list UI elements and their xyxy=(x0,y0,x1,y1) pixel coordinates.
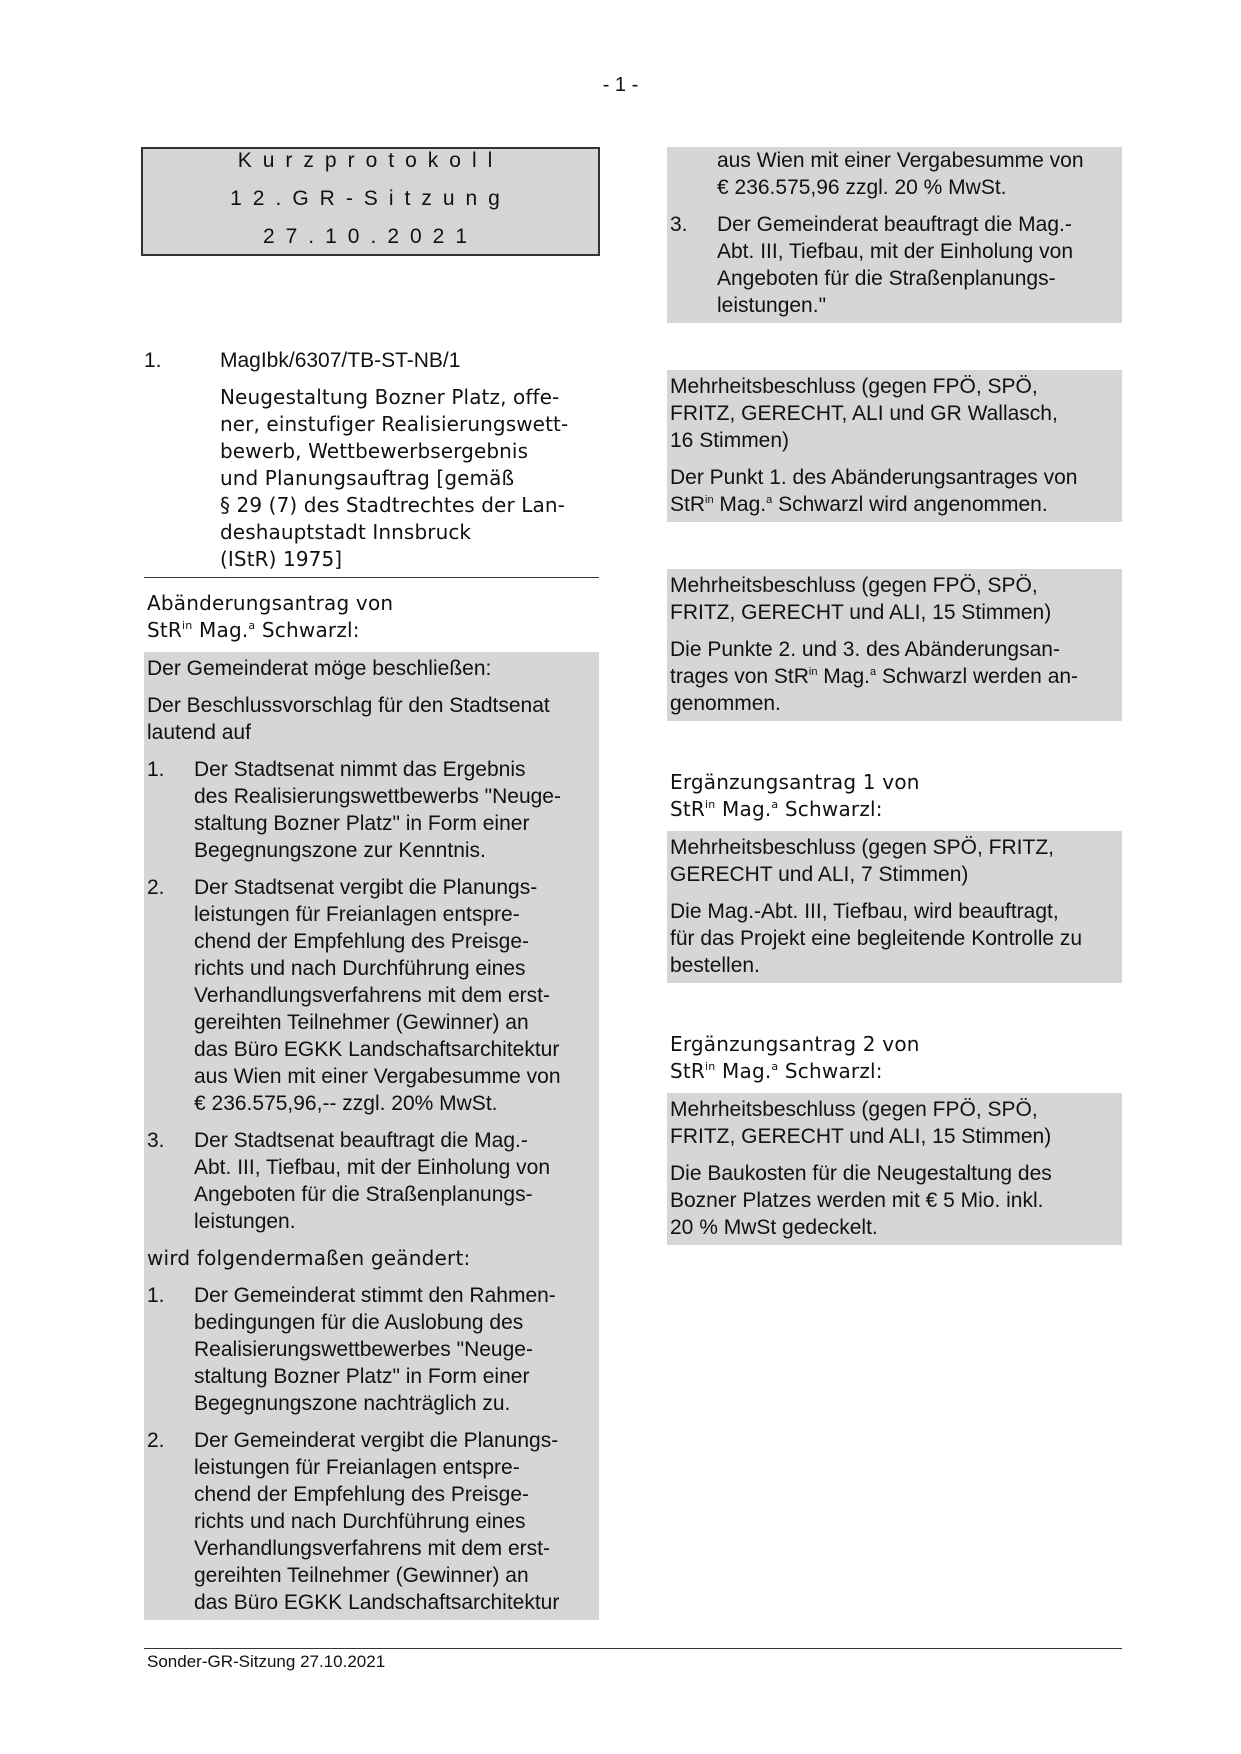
page-number: - 1 - xyxy=(602,74,639,96)
header-date: 27.10.2021 xyxy=(262,225,479,248)
protocol-header-box xyxy=(141,147,600,256)
changed-label: wird folgendermaßen geändert: xyxy=(147,1246,471,1270)
footer-divider xyxy=(144,1648,1122,1649)
left-column xyxy=(144,347,602,1620)
list-item: aus Wien mit einer Vergabesumme von € 236.575,96 zzgl. 20 % MwSt. xyxy=(717,149,1084,199)
header-session: 12.GR-Sitzung xyxy=(230,187,511,210)
resolution-result: Mehrheitsbeschluss (gegen SPÖ, FRITZ, GERECHT und ALI, 7 Stimmen) xyxy=(670,836,1054,886)
amendment-box xyxy=(144,652,599,1620)
resolution-result: Mehrheitsbeschluss (gegen FPÖ, SPÖ, FRITZ, GERECHT und ALI, 15 Stimmen) xyxy=(670,1098,1052,1148)
resolution-text: Die Mag.-Abt. III, Tiefbau, wird beauftragt, für das Projekt eine begleitende Kontrolle zu bestellen. xyxy=(670,900,1083,977)
list-item: 2. Der Stadtsenat vergibt die Planungs- leistungen für Freianlagen entspre- chend der Empfehlung des Preisge- richts und nach Durchführung eines Verhandlungsverfahrens mit dem erst- gereihten Teilnehmer (Gewinner) an das Büro EGKK Landschaftsarchitektur aus Wien mit einer Vergabesumme von € 236.575,96,-- zzgl. 20% MwSt. xyxy=(147,876,561,1115)
list-item: 1. Der Stadtsenat nimmt das Ergebnis des Realisierungswettbewerbs "Neuge- staltung Bozner Platz" in Form einer Begegnungszone zur Kenntnis. xyxy=(147,758,561,862)
agenda-number: 1. xyxy=(144,349,162,372)
list-item: 2. Der Gemeinderat vergibt die Planungs- leistungen für Freianlagen entspre- chend der Empfehlung des Preisge- richts und nach Durchführung eines Verhandlungsverfahrens mit dem erst- gereihten Teilnehmer (Gewinner) an das Büro EGKK Landschaftsarchitektur xyxy=(147,1429,560,1614)
resolution-box-1 xyxy=(667,370,1122,522)
agenda-title: Neugestaltung Bozner Platz, offe- ner, einstufiger Realisierungswett- bewerb, Wettbewerbsergebnis und Planungsauftrag [gemäß § 29 (7) des Stadtrechtes der Lan- deshauptstadt Innsbruck (IStR) 1975] xyxy=(220,385,569,571)
divider xyxy=(144,577,599,578)
amendment-intro: Der Gemeinderat möge beschließen: xyxy=(147,657,492,680)
agenda-code: MagIbk/6307/TB-ST-NB/1 xyxy=(220,349,461,372)
resolution-text: Der Punkt 1. des Abänderungsantrages von StR$^{in}$ Mag.$^a$ Schwarzl wird angenommen. xyxy=(670,466,1078,516)
amendment-proposal: Der Beschlussvorschlag für den Stadtsenat lautend auf xyxy=(147,694,550,744)
resolution-result: Mehrheitsbeschluss (gegen FPÖ, SPÖ, FRITZ, GERECHT und ALI, 15 Stimmen) xyxy=(670,574,1052,624)
resolution-result: Mehrheitsbeschluss (gegen FPÖ, SPÖ, FRITZ, GERECHT, ALI und GR Wallasch, 16 Stimmen) xyxy=(670,375,1058,452)
resolution-box-2 xyxy=(667,569,1122,721)
right-column xyxy=(667,147,1122,1245)
amendment-heading: Abänderungsantrag von StR$^{in}$ Mag.$^a$ Schwarzl: xyxy=(147,591,394,642)
supplement-1-heading: Ergänzungsantrag 1 von StR$^{in}$ Mag.$^a$ Schwarzl: xyxy=(670,770,920,821)
header-title: Kurzprotokoll xyxy=(237,149,504,172)
amendment-continuation-box xyxy=(667,147,1122,323)
resolution-text: Die Baukosten für die Neugestaltung des Bozner Platzes werden mit € 5 Mio. inkl. 20 % MwSt gedeckelt. xyxy=(670,1162,1052,1239)
resolution-text: Die Punkte 2. und 3. des Abänderungsan- trages von StR$^{in}$ Mag.$^a$ Schwarzl werden an- genommen. xyxy=(670,638,1079,715)
footer-text: Sonder-GR-Sitzung 27.10.2021 xyxy=(147,1652,386,1671)
list-item: 3. Der Gemeinderat beauftragt die Mag.- Abt. III, Tiefbau, mit der Einholung von Angeboten für die Straßenplanungs- leistungen." xyxy=(670,213,1074,317)
supplement-1-box xyxy=(667,831,1122,983)
list-item: 3. Der Stadtsenat beauftragt die Mag.- Abt. III, Tiefbau, mit der Einholung von Angeboten für die Straßenplanungs- leistungen. xyxy=(147,1129,551,1233)
list-item: 1. Der Gemeinderat stimmt den Rahmen- bedingungen für die Auslobung des Realisierungswettbewerbes "Neuge- staltung Bozner Platz" in Form einer Begegnungszone nachträglich zu. xyxy=(147,1284,556,1415)
supplement-2-heading: Ergänzungsantrag 2 von StR$^{in}$ Mag.$^a$ Schwarzl: xyxy=(670,1032,920,1083)
supplement-2-box xyxy=(667,1093,1122,1245)
agenda-item xyxy=(144,347,602,573)
